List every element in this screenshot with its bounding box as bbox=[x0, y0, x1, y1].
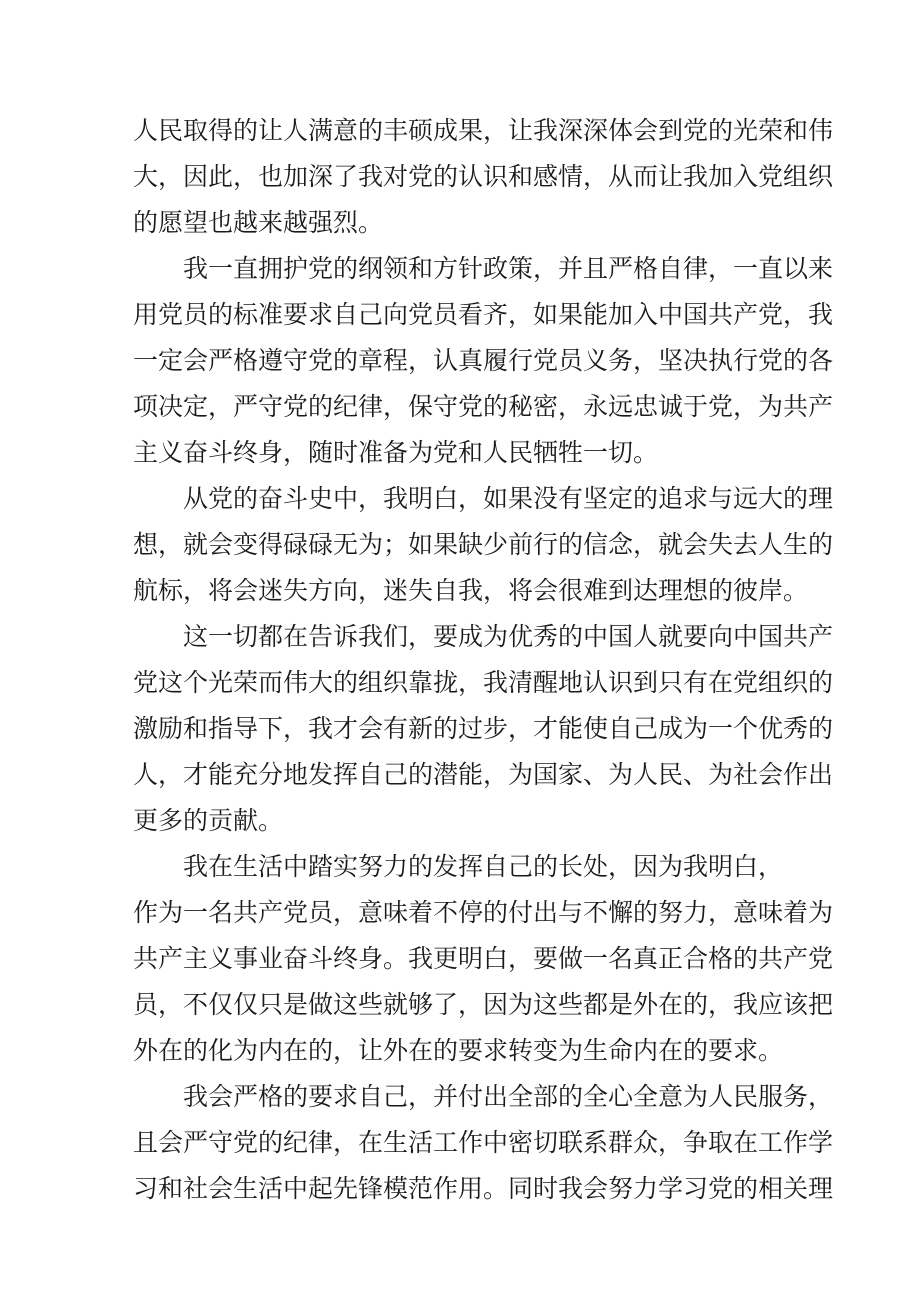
text-line: 大，因此，也加深了我对党的认识和感情，从而让我加入党组织 bbox=[133, 162, 834, 191]
document-body bbox=[133, 108, 834, 1212]
text-line: 从党的奋斗史中，我明白，如果没有坚定的追求与远大的理 bbox=[183, 484, 834, 513]
text-line: 我一直拥护党的纲领和方针政策，并且严格自律，一直以来 bbox=[183, 254, 834, 283]
text-line: 主义奋斗终身，随时准备为党和人民牺牲一切。 bbox=[133, 438, 659, 467]
text-line: 项决定，严守党的纪律，保守党的秘密，永远忠诚于党，为共产 bbox=[133, 392, 834, 421]
text-line: 人民取得的让人满意的丰硕成果，让我深深体会到党的光荣和伟 bbox=[133, 116, 834, 145]
text-line: 用党员的标准要求自己向党员看齐，如果能加入中国共产党，我 bbox=[133, 300, 834, 329]
text-line: 共产主义事业奋斗终身。我更明白，要做一名真正合格的共产党 bbox=[133, 944, 834, 973]
text-line: 想，就会变得碌碌无为；如果缺少前行的信念，就会失去人生的 bbox=[133, 530, 834, 559]
text-line: 外在的化为内在的，让外在的要求转变为生命内在的要求。 bbox=[133, 1036, 784, 1065]
text-line: 习和社会生活中起先锋模范作用。同时我会努力学习党的相关理 bbox=[133, 1174, 834, 1203]
text-line: 作为一名共产党员，意味着不停的付出与不懈的努力，意味着为 bbox=[133, 898, 834, 927]
text-line: 的愿望也越来越强烈。 bbox=[133, 208, 384, 237]
text-line: 一定会严格遵守党的章程，认真履行党员义务，坚决执行党的各 bbox=[133, 346, 834, 375]
text-line: 航标，将会迷失方向，迷失自我，将会很难到达理想的彼岸。 bbox=[133, 576, 809, 605]
text-line: 更多的贡献。 bbox=[133, 806, 284, 835]
text-line: 且会严守党的纪律，在生活工作中密切联系群众，争取在工作学 bbox=[133, 1128, 834, 1157]
text-line: 我会严格的要求自己，并付出全部的全心全意为人民服务， bbox=[183, 1082, 834, 1111]
text-line: 员，不仅仅只是做这些就够了，因为这些都是外在的，我应该把 bbox=[133, 990, 834, 1019]
text-line: 这一切都在告诉我们，要成为优秀的中国人就要向中国共产 bbox=[183, 622, 834, 651]
text-line: 党这个光荣而伟大的组织靠拢，我清醒地认识到只有在党组织的 bbox=[133, 668, 834, 697]
text-line: 人，才能充分地发挥自己的潜能，为国家、为人民、为社会作出 bbox=[133, 760, 834, 789]
text-line: 激励和指导下，我才会有新的过步，才能使自己成为一个优秀的 bbox=[133, 714, 834, 743]
text-line: 我在生活中踏实努力的发挥自己的长处，因为我明白， bbox=[183, 852, 784, 881]
